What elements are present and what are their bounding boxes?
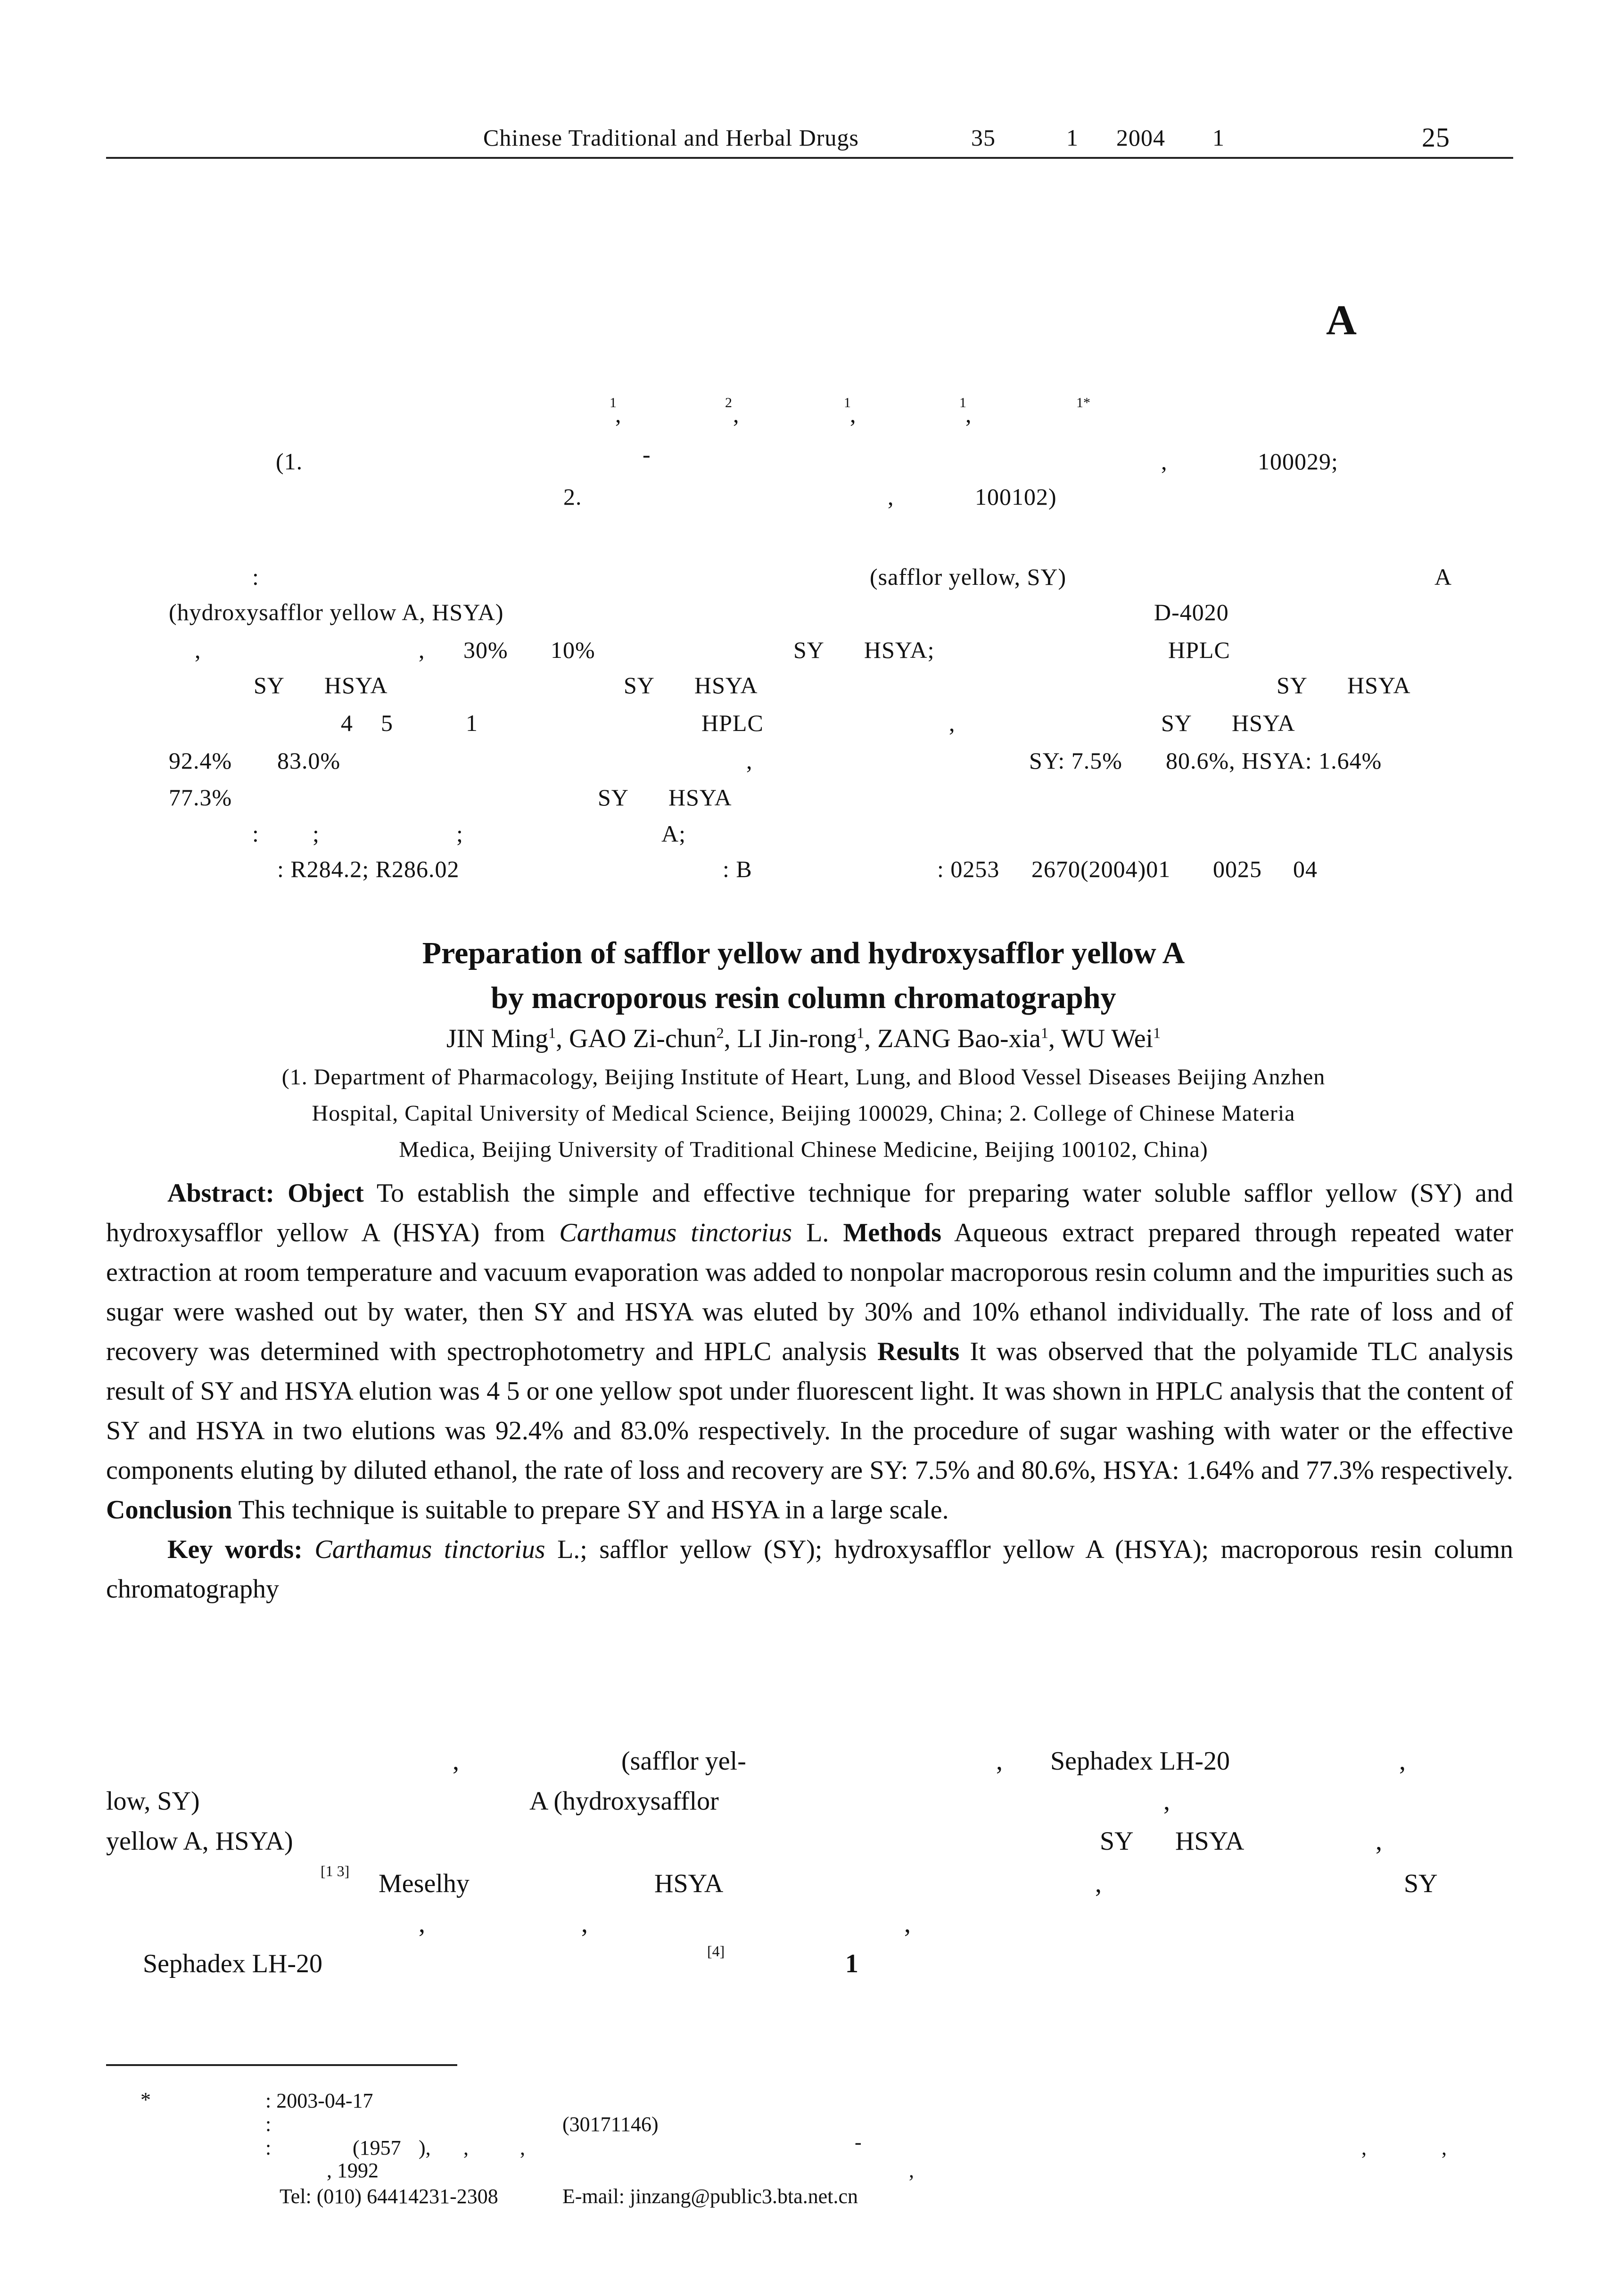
cn-abstract-colon: :: [252, 564, 259, 590]
cn-classification-frag: 04: [1293, 856, 1318, 882]
cn-affil-2-zip: 100102): [975, 484, 1057, 510]
cn-abstract-frag: SY: [624, 672, 655, 698]
footnote-frag: ,: [909, 2159, 914, 2182]
abstract-methods-text: Aqueous extract prepared through repeated water extraction at room temperature and vacuum evaporation was added to nonpolar macroporous resin column and the impurities such as sugar were washed out by water, then SY and HSYA was eluted by 30% and 10% ethanol individually. The rate of loss and of recovery was determined with spectrophotometry and HPLC analysis: [106, 1218, 1513, 1366]
body-frag: ,: [1376, 1827, 1382, 1856]
en-affil-line-2: Hospital, Capital University of Medical Science, Beijing 100029, China; 2. College of Chinese Materia: [312, 1101, 1295, 1126]
cn-abstract-resin: D-4020: [1154, 599, 1229, 625]
abstract-label: Abstract:: [167, 1179, 275, 1208]
footnote-email: E-mail: jinzang@public3.bta.net.cn: [562, 2185, 858, 2208]
en-authors: [0, 1024, 1607, 1054]
cn-abstract-frag: 1: [466, 710, 478, 736]
abstract-methods-label: Methods: [843, 1218, 941, 1247]
cn-affil-2-num: 2.: [563, 484, 582, 510]
body-frag: ,: [904, 1909, 911, 1938]
cn-author-sep: ,: [850, 401, 857, 427]
footnote-frag: -: [855, 2131, 862, 2154]
footnote-star: *: [140, 2088, 151, 2111]
page-number: 25: [1422, 122, 1450, 153]
body-frag: ,: [1095, 1869, 1102, 1898]
journal-name: Chinese Traditional and Herbal Drugs: [483, 124, 859, 151]
en-abstract: [106, 1173, 1513, 1609]
body-frag: ,: [581, 1909, 588, 1938]
cn-keywords-frag: ;: [313, 820, 320, 847]
author-affil-mark: 1: [548, 1024, 556, 1041]
cn-keywords-frag: :: [252, 820, 259, 847]
cn-abstract-frag: 10%: [551, 637, 595, 663]
author-affil-mark: 1: [857, 1024, 865, 1041]
cn-abstract-frag: 5: [381, 710, 393, 736]
author-affil-mark: 1: [1041, 1024, 1049, 1041]
footnote-frag: ,: [1442, 2136, 1447, 2159]
cn-author-sep: ,: [965, 401, 972, 427]
body-frag: SY: [1100, 1827, 1134, 1856]
author-affil-mark: 2: [716, 1024, 724, 1041]
body-frag: A (hydroxysafflor: [529, 1787, 719, 1816]
cn-abstract-frag: HSYA: [324, 672, 388, 698]
cn-abstract-frag: SY: [1277, 672, 1308, 698]
en-title-line-2: by macroporous resin column chromatography: [491, 981, 1116, 1015]
footnote-frag: ,: [463, 2136, 469, 2159]
footnote-rule: [106, 2064, 457, 2066]
section-heading-number: 1: [845, 1949, 858, 1978]
cn-abstract-frag: ,: [195, 637, 201, 663]
body-citation: [4]: [707, 1943, 725, 1960]
footnote-frag: ,: [1361, 2136, 1367, 2159]
body-frag: low, SY): [106, 1787, 200, 1816]
cn-abstract-frag: HPLC: [701, 710, 764, 736]
author-name: , ZANG Bao-xia: [864, 1024, 1041, 1053]
header-rule: [106, 157, 1513, 159]
body-frag: HSYA: [1175, 1827, 1244, 1856]
cn-affil-1-dash: -: [643, 441, 651, 467]
cn-abstract-frag: SY: 7.5%: [1029, 747, 1122, 774]
cn-keywords-frag: ;: [456, 820, 463, 847]
abstract-object-text: To establish the simple and effective technique for preparing water soluble safflor yellow (SY) and hydroxysafflor yellow A (HSYA) from: [106, 1179, 1514, 1247]
body-frag: ,: [1399, 1747, 1406, 1776]
footnote-frag: ),: [419, 2136, 431, 2159]
cn-abstract-frag: SY: [793, 637, 824, 663]
journal-issue: 1: [1066, 124, 1079, 151]
cn-abstract-frag: 4: [341, 710, 353, 736]
cn-author-mark: 1: [610, 395, 617, 410]
abstract-results-label: Results: [877, 1337, 960, 1366]
abstract-results-text: It was observed that the polyamide TLC analysis result of SY and HSYA elution was 4 5 or one yellow spot under fluorescent light. It was shown in HPLC analysis that the content of SY and HSYA in two elutions was 92.4% and 83.0% respectively. In the procedure of sugar washing with water or the effective components eluting by diluted ethanol, the rate of loss and recovery are SY: 7.5% and 80.6%, HSYA: 1.64% and 77.3% respectively.: [106, 1337, 1514, 1485]
body-frag: ,: [419, 1909, 425, 1938]
en-affil-line-1: (1. Department of Pharmacology, Beijing Institute of Heart, Lung, and Blood Vessel Diseases Beijing Anzhen: [281, 1065, 1326, 1090]
abstract-conclusion-label: Conclusion: [106, 1495, 232, 1525]
cn-abstract-frag: HSYA: [694, 672, 758, 698]
abstract-object-tail: L.: [806, 1218, 829, 1247]
footnote-grant: (30171146): [562, 2113, 659, 2136]
cn-abstract-a: A: [1434, 564, 1452, 590]
footnote-tel: Tel: (010) 64414231-2308: [280, 2185, 498, 2208]
author-affil-mark: 1: [1153, 1024, 1161, 1041]
body-frag: SY: [1404, 1869, 1438, 1898]
cn-abstract-hsya: (hydroxysafflor yellow A, HSYA): [169, 599, 504, 625]
cn-classification-frag: : 0253: [937, 856, 1000, 882]
cn-keywords-frag: A;: [661, 820, 686, 847]
author-name: , WU Wei: [1048, 1024, 1154, 1053]
journal-year: 2004: [1116, 124, 1165, 151]
body-frag: ,: [453, 1747, 459, 1776]
cn-abstract-frag: HSYA: [1232, 710, 1295, 736]
cn-affil-1-num: (1.: [276, 448, 303, 475]
footnote-frag: :: [265, 2113, 272, 2136]
body-frag: (safflor yel-: [621, 1747, 746, 1776]
cn-abstract-frag: 30%: [463, 637, 508, 663]
cn-affil-2-comma: ,: [888, 484, 894, 510]
cn-classification-frag: : B: [723, 856, 752, 882]
cn-author-sep: ,: [615, 401, 622, 427]
author-name: JIN Ming: [446, 1024, 549, 1053]
cn-abstract-sy: (safflor yellow, SY): [870, 564, 1067, 590]
keywords-label: Key words:: [167, 1535, 303, 1564]
en-affil-line-3: Medica, Beijing University of Traditional Chinese Medicine, Beijing 100102, China): [399, 1137, 1208, 1162]
keywords-text: L.; safflor yellow (SY); hydroxysafflor yellow A (HSYA); macroporous resin column chromatography: [106, 1535, 1514, 1604]
body-frag: Sephadex LH-20: [143, 1949, 323, 1978]
en-title-line-1: Preparation of safflor yellow and hydroxysafflor yellow A: [422, 936, 1185, 970]
author-name: , LI Jin-rong: [724, 1024, 857, 1053]
cn-abstract-frag: SY: [1161, 710, 1192, 736]
keywords-species: Carthamus tinctorius: [314, 1535, 545, 1564]
cn-abstract-frag: 83.0%: [277, 747, 341, 774]
body-frag: Sephadex LH-20: [1050, 1747, 1230, 1776]
cn-author-mark-corresponding: 1*: [1076, 395, 1090, 410]
cn-abstract-frag: HPLC: [1168, 637, 1230, 663]
cn-abstract-frag: SY: [254, 672, 285, 698]
cn-abstract-frag: HSYA: [1347, 672, 1411, 698]
body-frag: HSYA: [654, 1869, 724, 1898]
cn-author-mark: 1: [959, 395, 966, 410]
cn-affil-1-zip: 100029;: [1258, 448, 1338, 475]
cn-author-sep: ,: [733, 401, 740, 427]
cn-abstract-frag: ,: [746, 747, 753, 774]
cn-affil-1-comma: ,: [1161, 448, 1168, 475]
body-frag: yellow A, HSYA): [106, 1827, 293, 1856]
cn-classification-frag: 0025: [1213, 856, 1262, 882]
cn-classification-frag: : R284.2; R286.02: [277, 856, 460, 882]
body-frag: ,: [996, 1747, 1003, 1776]
cn-abstract-frag: 92.4%: [169, 747, 232, 774]
cn-abstract-frag: ,: [419, 637, 425, 663]
cn-abstract-frag: 77.3%: [169, 784, 232, 811]
cn-abstract-frag: 80.6%, HSYA: 1.64%: [1166, 747, 1382, 774]
cn-abstract-frag: HSYA: [668, 784, 732, 811]
journal-volume: 35: [971, 124, 996, 151]
body-frag: Meselhy: [379, 1869, 470, 1898]
cn-classification-frag: 2670(2004)01: [1031, 856, 1171, 882]
abstract-object-label: Object: [288, 1179, 364, 1208]
footnote-frag: ,: [520, 2136, 525, 2159]
cn-author-mark: 1: [844, 395, 851, 410]
body-citation: [1 3]: [321, 1862, 350, 1879]
footnote-frag: , 1992: [327, 2159, 379, 2182]
footnote-received: : 2003-04-17: [265, 2089, 373, 2112]
abstract-conclusion-text: This technique is suitable to prepare SY and HSYA in a large scale.: [238, 1495, 949, 1525]
abstract-species: Carthamus tinctorius: [559, 1218, 792, 1247]
cn-author-mark: 2: [725, 395, 732, 410]
cn-abstract-frag: ,: [949, 710, 956, 736]
footnote-frag: (1957: [353, 2136, 401, 2159]
cn-abstract-frag: SY: [598, 784, 629, 811]
author-name: , GAO Zi-chun: [556, 1024, 717, 1053]
journal-month: 1: [1212, 124, 1225, 151]
footnote-frag: :: [265, 2136, 272, 2159]
body-frag: ,: [1163, 1787, 1170, 1816]
cn-abstract-frag: HSYA;: [864, 637, 935, 663]
cn-title-letter: A: [1326, 297, 1357, 344]
